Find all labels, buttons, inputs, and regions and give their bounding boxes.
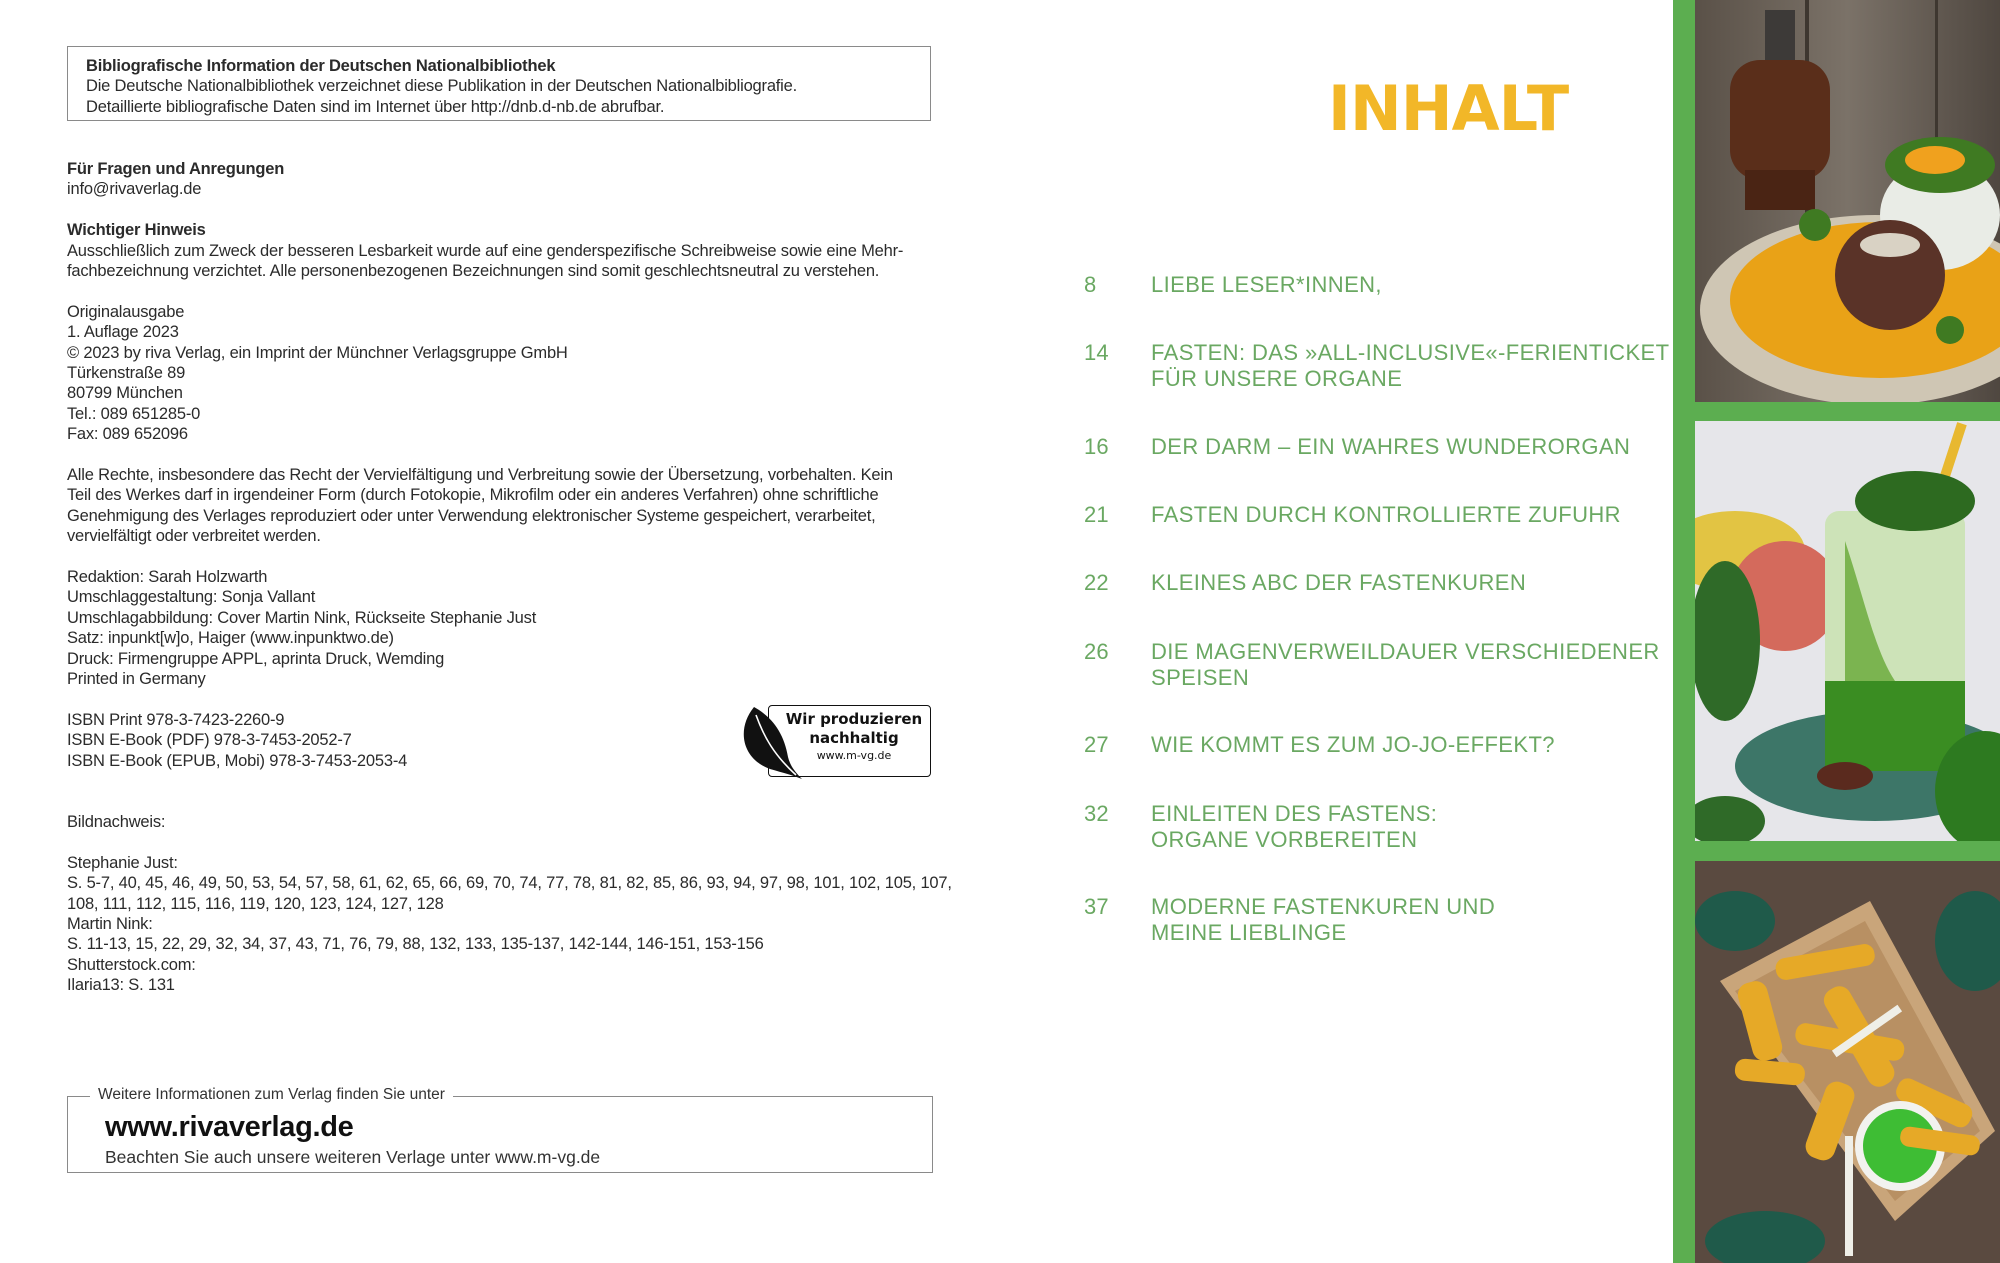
toc-entry-line: MEINE LIEBLINGE — [1151, 920, 1347, 945]
credit-line: Redaktion: Sarah Holzwarth — [67, 568, 268, 587]
isbn-line: ISBN Print 978-3-7423-2260-9 — [67, 710, 285, 729]
rights-line: Teil des Werkes darf in irgendeiner Form (durch Fotokopie, Mikrofilm oder ein anderes Verfahren) ohne schriftliche — [67, 486, 879, 505]
edition-line: Originalausgabe — [67, 302, 185, 321]
toc-entry-line: DIE MAGENVERWEILDAUER VERSCHIEDENER — [1151, 639, 1660, 664]
toc-entry-title — [1151, 340, 1691, 392]
badge-line1: Wir produzieren — [785, 710, 923, 728]
photo-credit-line: Martin Nink: — [67, 914, 153, 933]
edition-line: Tel.: 089 651285-0 — [67, 404, 201, 423]
publisher-info-box — [67, 1086, 933, 1173]
photo-credits-heading: Bildnachweis: — [67, 812, 166, 831]
toc-entry-line: FÜR UNSERE ORGANE — [1151, 366, 1403, 391]
photo-credit-line: Shutterstock.com: — [67, 955, 196, 974]
edition-line: 80799 München — [67, 384, 183, 403]
toc-page-number: 37 — [1084, 894, 1109, 919]
toc-entry-line: KLEINES ABC DER FASTENKUREN — [1151, 570, 1527, 595]
credit-line: Umschlaggestaltung: Sonja Vallant — [67, 588, 316, 607]
toc-entry-title — [1151, 732, 1691, 758]
photo-credit-line: Stephanie Just: — [67, 853, 178, 872]
toc-entry-line: SPEISEN — [1151, 665, 1250, 690]
photo-credit-line: S. 11-13, 15, 22, 29, 32, 34, 37, 43, 71, 76, 79, 88, 132, 133, 135-137, 142-144, 146-151, 153-156 — [67, 935, 764, 954]
edition-line: © 2023 by riva Verlag, ein Imprint der Münchner Verlagsgruppe GmbH — [67, 343, 568, 362]
toc-page-number: 14 — [1084, 340, 1109, 365]
sustainability-badge — [740, 703, 933, 779]
photo-credit-line: S. 5-7, 40, 45, 46, 49, 50, 53, 54, 57, 58, 61, 62, 65, 66, 69, 70, 74, 77, 78, 81, 82, 85, 86, 93, 94, 97, 98, 101, 102, 105, 107, — [67, 874, 952, 893]
toc-entry-line: FASTEN: DAS »ALL-INCLUSIVE«-FERIENTICKET — [1151, 340, 1670, 365]
toc-entry-title — [1151, 570, 1691, 596]
potato-wedges-photo — [1695, 861, 2000, 1263]
rights-line: Genehmigung des Verlages reproduziert oder unter Verwendung elektronischer Systeme gespeichert, verarbeitet, — [67, 506, 876, 525]
toc-page-number: 26 — [1084, 639, 1109, 664]
toc-entry-title — [1151, 894, 1691, 946]
toc-page-number: 16 — [1084, 434, 1109, 459]
credit-line: Druck: Firmengruppe APPL, aprinta Druck, Wemding — [67, 649, 445, 668]
toc-entry-title — [1151, 639, 1691, 691]
notice-line: Ausschließlich zum Zweck der besseren Lesbarkeit wurde auf eine genderspezifische Schreibweise sowie eine Mehr- — [67, 241, 904, 260]
credit-line: Umschlagabbildung: Cover Martin Nink, Rückseite Stephanie Just — [67, 608, 537, 627]
contact-section — [67, 159, 952, 996]
rights-line: Alle Rechte, insbesondere das Recht der Vervielfältigung und Verbreitung sowie der Übersetzung, vorbehalten. Kein — [67, 466, 893, 485]
toc-entry-title — [1151, 272, 1691, 298]
toc-title: INHALT — [1327, 72, 1569, 145]
publisher-legend: Weitere Informationen zum Verlag finden Sie unter — [90, 1086, 453, 1104]
bibliographic-heading: Bibliografische Information der Deutschen Nationalbibliothek — [86, 57, 556, 75]
toc-entry-title — [1151, 502, 1691, 528]
edition-line: 1. Auflage 2023 — [67, 323, 179, 342]
publisher-note: Beachten Sie auch unsere weiteren Verlage unter www.m-vg.de — [105, 1147, 601, 1167]
toc-page — [1000, 0, 2000, 1263]
badge-line2: nachhaltig — [809, 729, 899, 747]
credit-line: Printed in Germany — [67, 670, 206, 689]
toc-page-number: 32 — [1084, 801, 1109, 826]
bibliographic-info-box — [67, 46, 931, 121]
isbn-line: ISBN E-Book (PDF) 978-3-7453-2052-7 — [67, 731, 352, 750]
edition-line: Fax: 089 652096 — [67, 425, 188, 444]
bibliographic-line: Detaillierte bibliografische Daten sind im Internet über http://dnb.d-nb.de abrufbar. — [86, 97, 665, 116]
isbn-line: ISBN E-Book (EPUB, Mobi) 978-3-7453-2053-4 — [67, 751, 408, 770]
publisher-url-link[interactable]: www.rivaverlag.de — [105, 1111, 354, 1143]
badge-url[interactable]: www.m-vg.de — [816, 749, 892, 762]
toc-entry-line: DER DARM – EIN WAHRES WUNDERORGAN — [1151, 434, 1631, 459]
toc-page-number: 21 — [1084, 502, 1109, 527]
badge-text — [780, 710, 928, 764]
edition-line: Türkenstraße 89 — [67, 364, 186, 383]
toc-entry-title — [1151, 801, 1691, 853]
toc-entry-line: FASTEN DURCH KONTROLLIERTE ZUFUHR — [1151, 502, 1621, 527]
quinoa-dish-photo — [1695, 0, 2000, 402]
notice-line: fachbezeichnung verzichtet. Alle personenbezogenen Bezeichnungen sind somit geschlechtsneutral zu verstehen. — [67, 262, 880, 281]
toc-page-number: 27 — [1084, 732, 1109, 757]
toc-entry-line: WIE KOMMT ES ZUM JO-JO-EFFEKT? — [1151, 732, 1555, 757]
toc-page-number: 8 — [1084, 272, 1097, 297]
contact-email[interactable]: info@rivaverlag.de — [67, 180, 202, 199]
notice-heading: Wichtiger Hinweis — [67, 221, 206, 240]
photo-credit-line: 108, 111, 112, 115, 116, 119, 120, 123, 124, 127, 128 — [67, 894, 444, 913]
toc-entry-line: ORGANE VORBEREITEN — [1151, 827, 1418, 852]
toc-page-number: 22 — [1084, 570, 1109, 595]
toc-entry-line: MODERNE FASTENKUREN UND — [1151, 894, 1496, 919]
toc-entry-line: EINLEITEN DES FASTENS: — [1151, 801, 1438, 826]
green-smoothie-photo — [1695, 421, 2000, 841]
toc-entry-title — [1151, 434, 1691, 460]
photo-credit-line: Ilaria13: S. 131 — [67, 976, 175, 995]
contact-heading: Für Fragen und Anregungen — [67, 160, 285, 178]
credit-line: Satz: inpunkt[w]o, Haiger (www.inpunktwo.de) — [67, 629, 394, 648]
toc-entry-line: LIEBE LESER*INNEN, — [1151, 272, 1382, 297]
bibliographic-line: Die Deutsche Nationalbibliothek verzeichnet diese Publikation in der Deutschen Nationalbibliografie. — [86, 77, 798, 96]
rights-line: vervielfältigt oder verbreitet werden. — [67, 527, 321, 546]
